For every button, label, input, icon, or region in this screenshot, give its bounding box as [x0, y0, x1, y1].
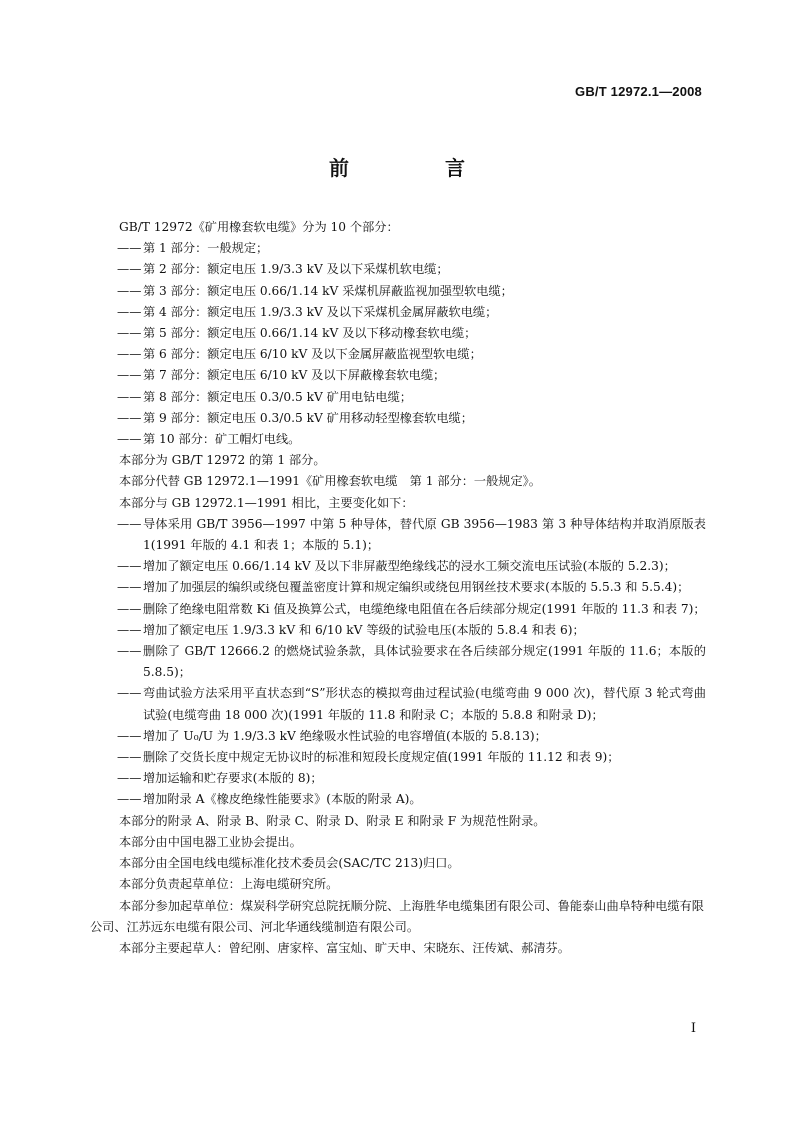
- part-item: [117, 281, 706, 302]
- dash-marker: ——: [117, 771, 142, 786]
- part-item-text: 第 6 部分：额定电压 6/10 kV 及以下金属屏蔽监视型软电缆；: [143, 347, 482, 362]
- part-item: [117, 408, 706, 429]
- part-item: [117, 387, 706, 408]
- dash-marker: ——: [117, 622, 142, 637]
- parts-list: [119, 238, 706, 450]
- change-item: [117, 620, 706, 641]
- intro-paragraph: GB/T 12972《矿用橡套软电缆》分为 10 个部分：: [119, 220, 399, 234]
- page-number: I: [690, 1021, 696, 1036]
- change-item-text: 删除了交货长度中规定无协议时的标准和短段长度规定值(1991 年版的 11.12 和表 9)；: [143, 750, 620, 765]
- dash-marker: ——: [117, 728, 142, 743]
- change-item: [117, 577, 706, 598]
- part-item: [117, 344, 706, 365]
- page-title: 前 言: [329, 156, 503, 180]
- closing-paragraph: 本部分的附录 A、附录 B、附录 C、附录 D、附录 E 和附录 F 为规范性附录。: [119, 813, 546, 828]
- closing-paragraph: 本部分由中国电器工业协会提出。: [119, 834, 302, 849]
- change-item: [117, 641, 706, 683]
- change-item-text: 增加了加强层的编织或绕包覆盖密度计算和规定编织或绕包用钢丝技术要求(本版的 5.5.3 和 5.5.4)；: [143, 580, 690, 595]
- part-item: [117, 323, 706, 344]
- dash-marker: ——: [117, 283, 142, 298]
- change-item: [117, 747, 706, 768]
- part-item-text: 第 2 部分：额定电压 1.9/3.3 kV 及以下采煤机软电缆；: [143, 262, 449, 277]
- part-item-text: 第 1 部分：一般规定；: [143, 241, 269, 256]
- closing-paragraph: 本部分参加起草单位：煤炭科学研究总院抚顺分院、上海胜华电缆集团有限公司、鲁能泰山曲阜特种电缆有限公司、江苏远东电缆有限公司、河北华通线缆制造有限公司。: [90, 898, 704, 934]
- statement-compare: 本部分与 GB 12972.1—1991 相比，主要变化如下：: [119, 495, 414, 510]
- dash-marker: ——: [117, 262, 142, 277]
- closing-paragraph: 本部分负责起草单位：上海电缆研究所。: [119, 877, 339, 892]
- change-item-text: 增加了额定电压 1.9/3.3 kV 和 6/10 kV 等级的试验电压(本版的 5.8.4 和表 6)；: [143, 622, 585, 637]
- dash-marker: ——: [117, 601, 142, 616]
- dash-marker: ——: [117, 347, 142, 362]
- dash-marker: ——: [117, 686, 142, 701]
- change-item-text: 增加运输和贮存要求(本版的 8)；: [143, 771, 323, 786]
- part-item: [117, 365, 706, 386]
- part-item-text: 第 10 部分：矿工帽灯电线。: [143, 432, 301, 447]
- change-item-text: 增加了额定电压 0.66/1.14 kV 及以下非屏蔽型绝缘线芯的浸水工频交流电压试验(本版的 5.2.3)；: [143, 559, 676, 574]
- dash-marker: ——: [117, 241, 142, 256]
- dash-marker: ——: [117, 410, 142, 425]
- dash-marker: ——: [117, 304, 142, 319]
- part-item-text: 第 7 部分：额定电压 6/10 kV 及以下屏蔽橡套软电缆；: [143, 368, 446, 383]
- closing-list: [90, 811, 706, 959]
- dash-marker: ——: [117, 368, 142, 383]
- dash-marker: ——: [117, 389, 142, 404]
- closing-paragraph: 本部分主要起草人：曾纪刚、唐家梓、富宝灿、旷天申、宋晓东、汪传斌、郝清芬。: [119, 940, 570, 955]
- dash-marker: ——: [117, 516, 142, 531]
- part-item-text: 第 9 部分：额定电压 0.3/0.5 kV 矿用移动轻型橡套软电缆；: [143, 410, 473, 425]
- change-item-text: 增加了 U₀/U 为 1.9/3.3 kV 绝缘吸水性试验的电容增值(本版的 5.8.13)；: [143, 728, 547, 743]
- dash-marker: ——: [117, 432, 142, 447]
- dash-marker: ——: [117, 559, 142, 574]
- changes-list: [119, 514, 706, 811]
- change-item: [117, 768, 706, 789]
- part-item: [117, 259, 706, 280]
- change-item-text: 弯曲试验方法采用平直状态到“S”形状态的模拟弯曲过程试验(电缆弯曲 9 000 次)，替代原 3 轮式弯曲试验(电缆弯曲 18 000 次)(1991 年版的 11.8 和附录 C；本版的 5.8.8 和附录 D)；: [143, 686, 706, 722]
- dash-marker: ——: [117, 580, 142, 595]
- statement-replace: 本部分代替 GB 12972.1—1991《矿用橡套软电缆 第 1 部分：一般规定》。: [119, 474, 541, 489]
- statement-part: 本部分为 GB/T 12972 的第 1 部分。: [119, 453, 326, 468]
- change-item-text: 导体采用 GB/T 3956—1997 中第 5 种导体，替代原 GB 3956—1983 第 3 种导体结构并取消原版表 1(1991 年版的 4.1 和表 1；本版的 5.1)；: [143, 516, 706, 553]
- change-item-text: 删除了 GB/T 12666.2 的燃烧试验条款，具体试验要求在各后续部分规定(1991 年版的 11.6；本版的 5.8.5)；: [143, 644, 706, 680]
- part-item-text: 第 3 部分：额定电压 0.66/1.14 kV 采煤机屏蔽监视加强型软电缆；: [143, 283, 513, 298]
- document-body: [90, 217, 706, 959]
- standard-number: GB/T 12972.1—2008: [575, 84, 702, 99]
- change-item: [117, 789, 706, 810]
- change-item: [117, 556, 706, 577]
- part-item-text: 第 4 部分：额定电压 1.9/3.3 kV 及以下采煤机金属屏蔽软电缆；: [143, 304, 498, 319]
- dash-marker: ——: [117, 750, 142, 765]
- part-item-text: 第 8 部分：额定电压 0.3/0.5 kV 矿用电钻电缆；: [143, 389, 412, 404]
- part-item: [117, 302, 706, 323]
- part-item-text: 第 5 部分：额定电压 0.66/1.14 kV 及以下移动橡套软电缆；: [143, 326, 477, 341]
- change-item: [117, 599, 706, 620]
- change-item-text: 删除了绝缘电阻常数 Ki 值及换算公式，电缆绝缘电阻值在各后续部分规定(1991 年版的 11.3 和表 7)；: [143, 601, 706, 616]
- change-item: [117, 683, 706, 725]
- change-item-text: 增加附录 A《橡皮绝缘性能要求》(本版的附录 A)。: [143, 792, 422, 807]
- dash-marker: ——: [117, 326, 142, 341]
- dash-marker: ——: [117, 792, 142, 807]
- change-item: [117, 726, 706, 747]
- dash-marker: ——: [117, 644, 142, 659]
- part-item: [117, 238, 706, 259]
- part-item: [117, 429, 706, 450]
- closing-paragraph: 本部分由全国电线电缆标准化技术委员会(SAC/TC 213)归口。: [119, 856, 460, 871]
- change-item: [117, 514, 706, 556]
